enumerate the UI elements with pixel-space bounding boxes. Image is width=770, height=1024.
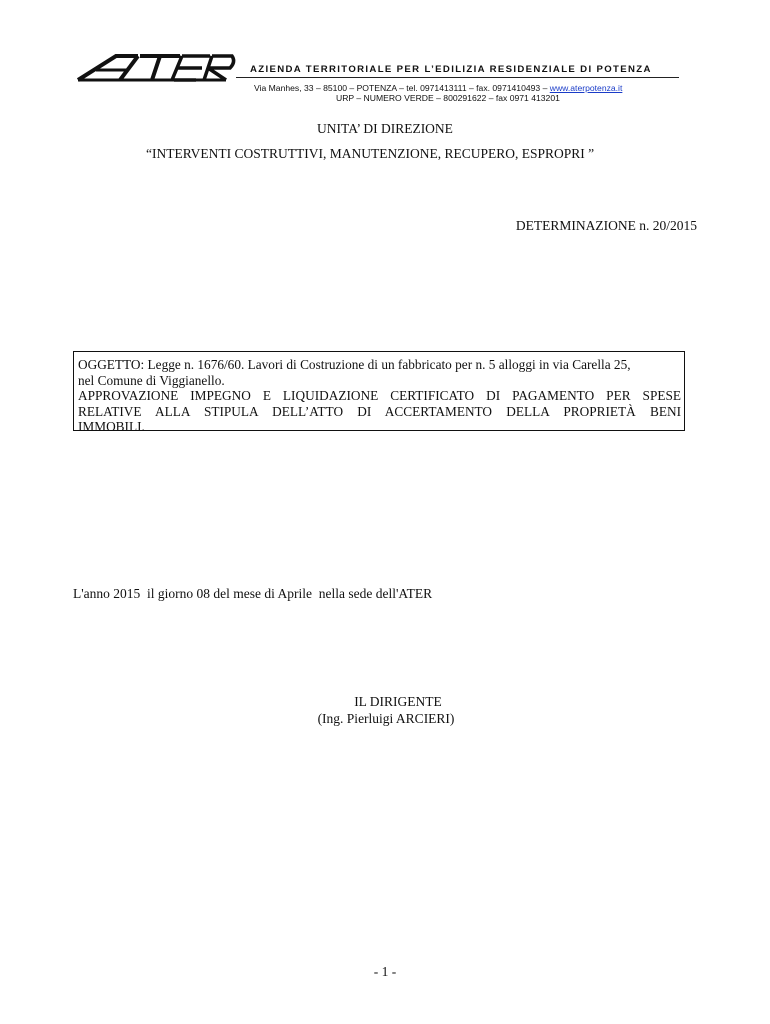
- ater-logo: [76, 52, 236, 84]
- date-line: L'anno 2015 il giorno 08 del mese di Aprile nella sede dell'ATER: [73, 586, 433, 601]
- unit-title: UNITA’ DI DIREZIONE: [317, 121, 453, 136]
- address-text: Via Manhes, 33 – 85100 – POTENZA – tel. 0971413111 – fax. 0971410493 –: [254, 83, 550, 93]
- address-line-1: [254, 83, 622, 93]
- subject-line-3: APPROVAZIONE IMPEGNO E LIQUIDAZIONE CERTIFICATO DI PAGAMENTO PER SPESE: [78, 388, 681, 403]
- website-link[interactable]: www.aterpotenza.it: [549, 83, 623, 93]
- signer-title: IL DIRIGENTE: [354, 694, 442, 709]
- address-line-2: URP – NUMERO VERDE – 800291622 – fax 0971 413201: [336, 93, 560, 103]
- subject-line-1: OGGETTO: Legge n. 1676/60. Lavori di Costruzione di un fabbricato per n. 5 alloggi in via Carella 25,: [78, 357, 631, 372]
- page-number: - 1 -: [373, 964, 397, 979]
- organization-name: AZIENDA TERRITORIALE PER L’EDILIZIA RESIDENZIALE DI POTENZA: [250, 64, 652, 75]
- subject-line-2: nel Comune di Viggianello.: [78, 372, 225, 388]
- header-divider: [236, 77, 679, 78]
- determination-number: DETERMINAZIONE n. 20/2015: [515, 218, 697, 233]
- unit-subtitle: “INTERVENTI COSTRUTTIVI, MANUTENZIONE, RECUPERO, ESPROPRI ”: [146, 146, 595, 161]
- signer-name: (Ing. Pierluigi ARCIERI): [317, 711, 455, 726]
- subject-line-4: RELATIVE ALLA STIPULA DELL’ATTO DI ACCERTAMENTO DELLA PROPRIETÀ BENI: [78, 403, 681, 419]
- subject-box: [73, 351, 685, 434]
- subject-line-5: IMMOBILI.: [78, 419, 145, 434]
